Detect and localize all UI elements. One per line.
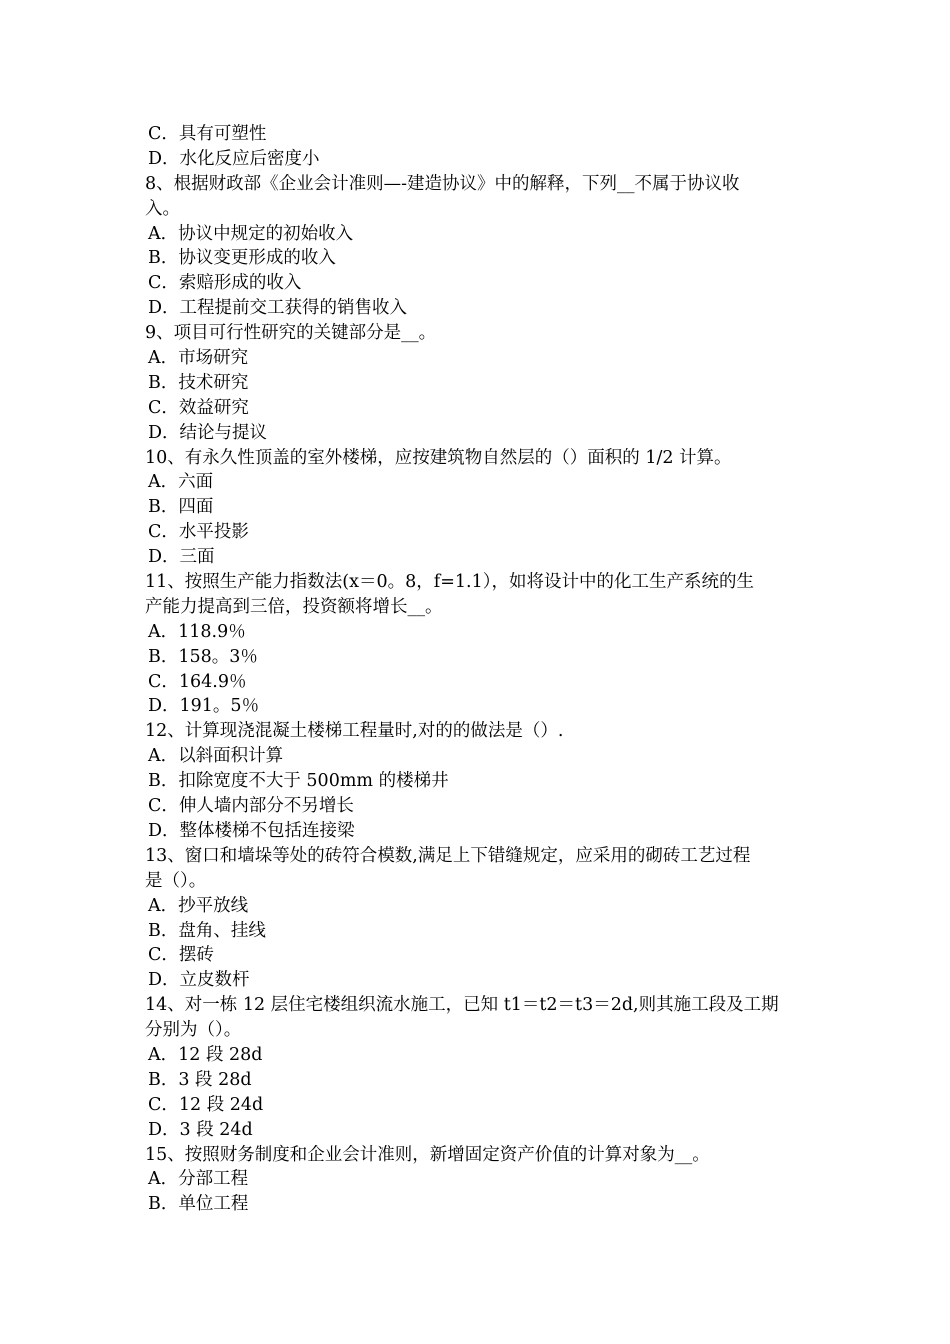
- option-line: A．分部工程: [148, 1169, 249, 1190]
- option-line: D．三面: [148, 547, 215, 568]
- option-line: C．摆砖: [148, 945, 214, 966]
- option-line: B．四面: [148, 497, 214, 518]
- option-line: D．191。5％: [148, 696, 260, 717]
- option-line: A．12 段 28d: [148, 1044, 263, 1065]
- option-line: B．单位工程: [148, 1194, 249, 1215]
- question-line: 15、按照财务制度和企业会计准则，新增固定资产价值的计算对象为__。: [145, 1144, 710, 1165]
- question-line: 13、窗口和墙垛等处的砖符合模数,满足上下错缝规定，应采用的砌砖工艺过程: [145, 845, 751, 866]
- question-line: 产能力提高到三倍，投资额将增长__。: [145, 596, 443, 617]
- question-line: 10、有永久性顶盖的室外楼梯，应按建筑物自然层的（）面积的 1/2 计算。: [145, 447, 732, 468]
- option-line: D．3 段 24d: [148, 1119, 253, 1140]
- option-line: B．技术研究: [148, 372, 249, 393]
- option-line: B．盘角、挂线: [148, 920, 266, 941]
- question-line: 12、计算现浇混凝土楼梯工程量时,对的的做法是（）.: [145, 721, 564, 742]
- document-page: [145, 122, 815, 1217]
- option-line: C．水平投影: [148, 522, 249, 543]
- option-line: C．索赔形成的收入: [148, 273, 302, 294]
- option-line: B．扣除宽度不大于 500mm 的楼梯井: [148, 771, 449, 792]
- option-line: D．整体楼梯不包括连接梁: [148, 820, 355, 841]
- question-line: 11、按照生产能力指数法(x＝0。8，f=1.1），如将设计中的化工生产系统的生: [145, 572, 754, 593]
- option-line: B．158。3％: [148, 646, 258, 667]
- question-line: 是（）。: [145, 870, 207, 891]
- option-line: D．工程提前交工获得的销售收入: [148, 298, 408, 319]
- option-line: D．结论与提议: [148, 422, 268, 443]
- option-line: A．市场研究: [148, 348, 249, 369]
- option-line: B．协议变更形成的收入: [148, 248, 336, 269]
- option-line: C．12 段 24d: [148, 1094, 264, 1115]
- option-line: D．水化反应后密度小: [148, 148, 320, 169]
- option-line: A．118.9％: [148, 621, 246, 642]
- option-line: A．抄平放线: [148, 895, 249, 916]
- option-line: C．伸人墙内部分不另增长: [148, 796, 354, 817]
- option-line: A．以斜面积计算: [148, 746, 284, 767]
- question-line: 14、对一栋 12 层住宅楼组织流水施工，已知 t1＝t2＝t3＝2d,则其施工段及工期: [145, 995, 779, 1016]
- option-line: C．效益研究: [148, 397, 249, 418]
- option-line: B．3 段 28d: [148, 1069, 252, 1090]
- option-line: A．六面: [148, 472, 214, 493]
- option-line: D．立皮数杆: [148, 970, 250, 991]
- question-line: 8、根据财政部《企业会计准则—-建造协议》中的解释，下列__不属于协议收: [145, 173, 740, 194]
- option-line: C．具有可塑性: [148, 124, 267, 144]
- option-line: A．协议中规定的初始收入: [148, 223, 354, 244]
- question-line: 9、项目可行性研究的关键部分是__。: [145, 323, 437, 344]
- question-line: 入。: [145, 198, 180, 219]
- question-line: 分别为（）。: [145, 1020, 242, 1041]
- option-line: C．164.9％: [148, 671, 247, 692]
